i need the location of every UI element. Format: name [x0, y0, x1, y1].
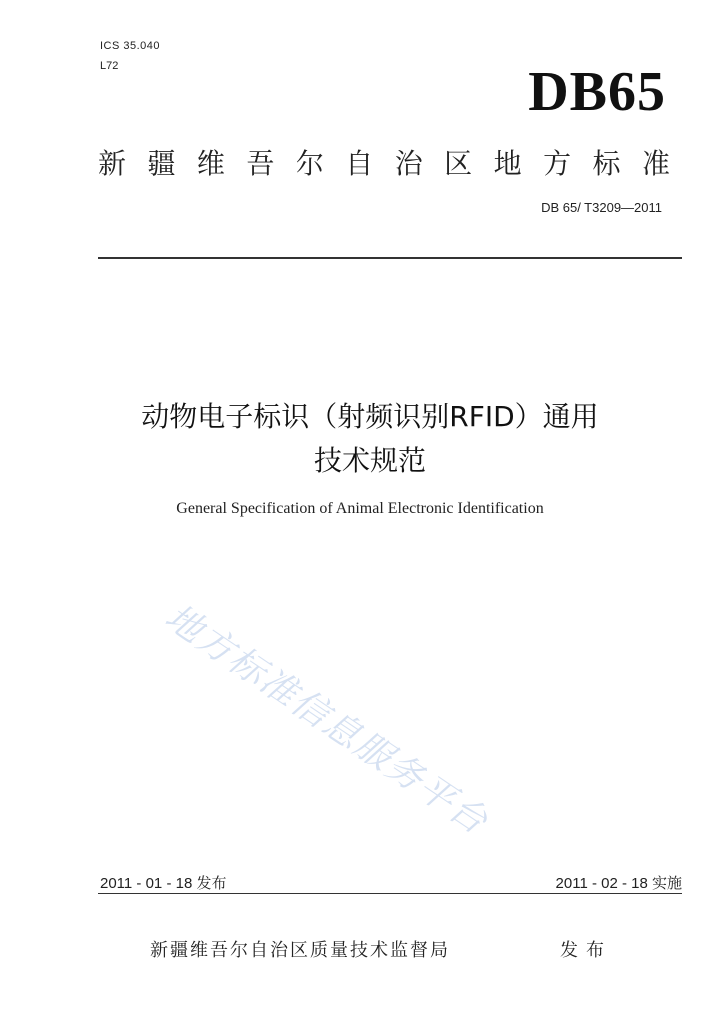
- issuer-char: 区: [444, 147, 473, 180]
- ics-code: ICS 35.040: [100, 40, 161, 52]
- classification-code: L72: [100, 60, 119, 72]
- publisher-name: 新疆维吾尔自治区质量技术监督局: [150, 940, 450, 961]
- header-divider: [98, 257, 682, 259]
- issuer-char: 准: [641, 147, 670, 180]
- issuer-title: [98, 142, 670, 182]
- watermark-text: 地方标准信息服务平台: [157, 596, 496, 844]
- document-title-en: General Specification of Animal Electronic Identification: [176, 500, 544, 517]
- issuer-char: 疆: [147, 147, 176, 180]
- issuer-char: 地: [493, 147, 522, 180]
- issuer-char: 吾: [246, 147, 275, 180]
- implement-date: 2011 - 02 - 18 实施: [555, 875, 682, 892]
- issuer-char: 尔: [295, 147, 324, 180]
- document-title-cn: [60, 395, 680, 483]
- issuer-char: 标: [592, 147, 621, 180]
- issuer-char: 维: [196, 147, 225, 180]
- issuer-char: 治: [394, 147, 423, 180]
- footer-divider: [98, 893, 682, 894]
- title-line-2: 技术规范: [313, 444, 426, 477]
- db-code: DB65: [528, 61, 666, 123]
- publish-label: 发布: [560, 940, 612, 961]
- title-line-1: 动物电子标识（射频识别RFID）通用: [141, 400, 599, 433]
- issue-date: 2011 - 01 - 18 发布: [100, 875, 227, 892]
- issuer-char: 自: [345, 147, 374, 180]
- issuer-char: 方: [543, 147, 572, 180]
- standard-number: DB 65/ T3209—2011: [541, 200, 662, 215]
- issuer-char: 新: [98, 147, 127, 180]
